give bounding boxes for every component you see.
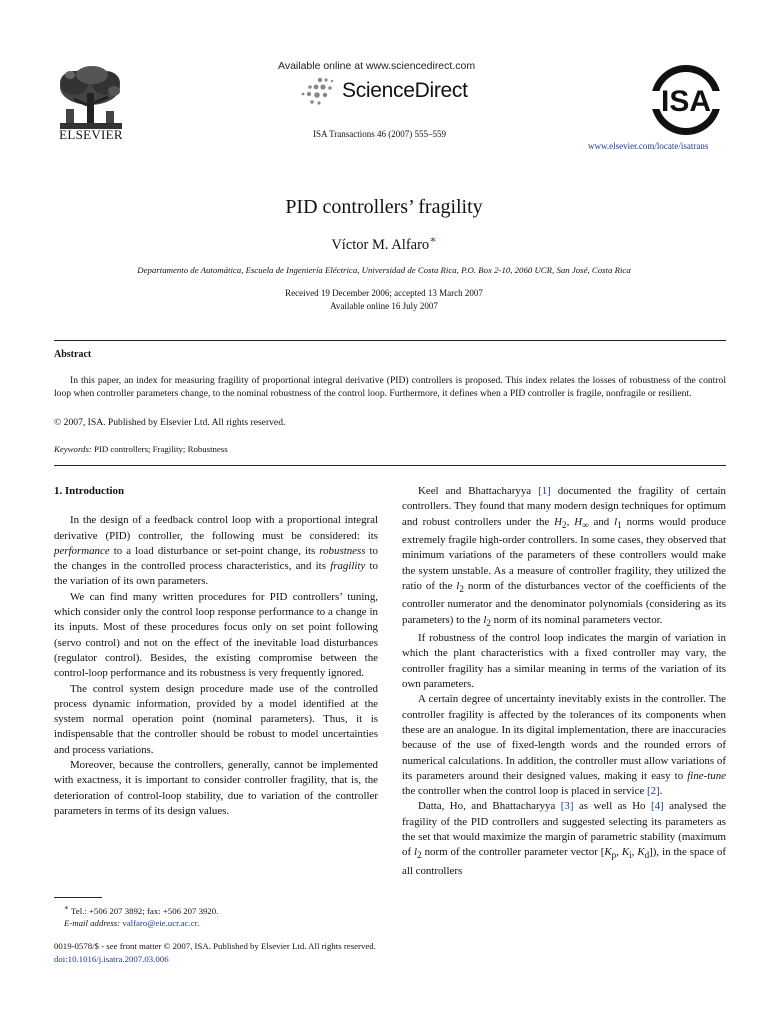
footnote-mark: ∗ xyxy=(64,903,69,912)
keywords-list: PID controllers; Fragility; Robustness xyxy=(94,444,228,454)
received-date: Received 19 December 2006; accepted 13 March 2007 xyxy=(285,288,483,298)
citation-link[interactable]: [3] xyxy=(560,800,574,813)
left-column xyxy=(54,484,378,819)
section-heading: 1. Introduction xyxy=(54,485,124,497)
email-link[interactable]: valfaro@eie.ucr.ac.cr xyxy=(122,918,198,929)
divider xyxy=(54,340,726,341)
keywords-label: Keywords: xyxy=(54,444,92,454)
article-dates xyxy=(0,287,768,313)
keywords xyxy=(54,444,228,454)
abstract-body: In this paper, an index for measuring fragility of proportional integral derivative (PID) controllers is proposed. This index relates the losses of robustness of the control loop when controller parameters change, to the nominal robustness of the control loop. Furthermore, it defines when a PID controller is fragile, nonfragile or resilient. xyxy=(54,375,726,400)
available-online-text[interactable]: Available online at www.sciencedirect.com xyxy=(278,60,476,72)
abstract-copyright: © 2007, ISA. Published by Elsevier Ltd. All rights reserved. xyxy=(54,417,286,428)
author-footnote-link[interactable]: ∗ xyxy=(429,234,437,246)
isa-logo-text: ISA xyxy=(660,85,712,118)
paragraph: In the design of a feedback control loop with a proportional integral derivative (PID) controller, the following must be considered: its performance to a load disturbance or set-point change, its robustness to the changes in the controlled process characteristics, and its fragility to the variation of its own parameters. xyxy=(54,514,378,588)
footnote-divider xyxy=(54,897,102,898)
page-footer xyxy=(54,940,376,965)
right-column xyxy=(402,484,726,879)
available-date: Available online 16 July 2007 xyxy=(330,301,438,311)
divider xyxy=(54,465,726,466)
paragraph: Moreover, because the controllers, generally, cannot be implemented with exactness, it is important to consider controller fragility, that is, the deterioration of control-loop stability, due to variation of the controller parameters in terms of its design values. xyxy=(54,759,378,817)
author-name: Víctor M. Alfaro xyxy=(331,236,430,253)
sciencedirect-wordmark: ScienceDirect xyxy=(342,79,468,102)
publisher-name: ELSEVIER xyxy=(59,127,123,142)
paragraph: We can find many written procedures for PID controllers’ tuning, which consider only the control loop response performance to a change in its inputs. Most of these procedures focus only on set point following (servo control) and not on the effect of the inevitable load disturbances (regulator control). Besides, the existing compromise between the control-loop performance and its robustness is very frequently ignored. xyxy=(54,590,378,680)
footnote-contact: Tel.: +506 207 3892; fax: +506 207 3920. xyxy=(68,905,219,916)
citation-link[interactable]: [2] xyxy=(646,785,660,798)
author-line xyxy=(0,233,768,254)
isa-logo xyxy=(648,61,726,139)
journal-reference: ISA Transactions 46 (2007) 555–559 xyxy=(313,129,447,139)
sciencedirect-dots-icon xyxy=(298,76,338,106)
abstract-heading: Abstract xyxy=(54,349,92,360)
citation-link[interactable]: [1] xyxy=(538,485,551,497)
paragraph: The control system design procedure made use of the controlled process dynamic information, provided by a model identified at the system normal operation point (nominal parameters). Thus, it is indispensable that the controller should be robust to model uncertainties and process variations. xyxy=(54,682,378,756)
article-title: PID controllers’ fragility xyxy=(285,196,483,218)
footnote: ∗ Tel.: +506 207 3892; fax: +506 207 3920. E-mail address: valfaro@eie.ucr.ac.cr. xyxy=(64,903,219,929)
paragraph: If robustness of the control loop indicates the margin of variation in which the plant characteristics with a fixed controller may vary, the controller fragility has a similar meaning in terms of the variation of its own parameters. xyxy=(402,632,726,691)
issn-line: 0019-0578/$ - see front matter © 2007, ISA. Published by Elsevier Ltd. All rights reserved. xyxy=(54,941,376,951)
journal-url-link[interactable]: www.elsevier.com/locate/isatrans xyxy=(588,141,709,151)
paragraph: Keel and Bhattacharyya [1] documented the fragility of certain controllers. They found that many modern design techniques for optimum and robust controllers under the $H_2$, $H_\infty$ and $l_1$ norms would produce extremely fragile high-order controllers. In some cases, they observed that minimum variations of the parameters of these controllers would make the system unstable. As a measure of controller fragility, they utilized the ratio of the $l_2$ norm of the disturbances vector of the coefficients of the controller numerator and the denominator polynomials (considering as its parameters) to the $l_2$ norm of its nominal parameters vector. xyxy=(402,485,727,628)
paragraph: Datta, Ho, and Bhattacharyya [3] as well as Ho [4] analysed the fragility of the PID controllers and suggested selecting its parameters as the set that would maximize the margin of parametric stability (maximum of $l_2$ norm of the controller parameter vector [$K_p$, $K_i$, $K_d$]), in the space of all controllers xyxy=(402,800,726,877)
citation-link[interactable]: [4] xyxy=(650,800,664,813)
author-affiliation: Departamento de Automática, Escuela de Ingeniería Eléctrica, Universidad de Costa Rica, P.O. Box 2-10, 2060 UCR, San José, Costa Rica xyxy=(137,265,631,275)
doi-link[interactable]: doi:10.1016/j.isatra.2007.03.006 xyxy=(54,953,169,964)
paragraph: A certain degree of uncertainty inevitably exists in the controller. The controller fragility is affected by the tolerances of its components when these are an analogue. In its digital implementation, there are inaccuracies because of the use of fixed-length words and the rounded errors of numerical calculations. In addition, the controller must allow variations of its parameters around their designed values, making it easy to fine-tune the controller when the control loop is placed in service [2]. xyxy=(402,693,726,798)
email-label: E-mail address: xyxy=(64,918,121,929)
